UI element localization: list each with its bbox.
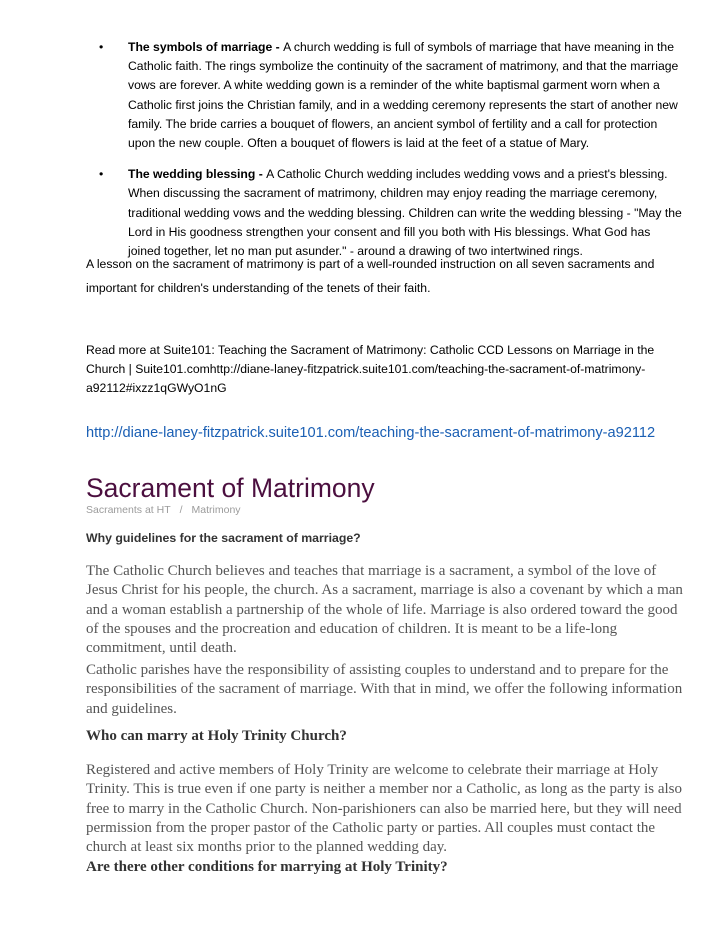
list-item: [86, 38, 686, 153]
breadcrumb: [86, 504, 241, 516]
parish-responsibility-paragraph: Catholic parishes have the responsibility of assisting couples to understand and to prepare for the responsibilities of the sacrament of marriage. With that in mind, we offer the following information and guidelines.: [86, 662, 683, 717]
bullet-title: The wedding blessing -: [128, 167, 267, 182]
source-link[interactable]: http://diane-laney-fitzpatrick.suite101.com/teaching-the-sacrament-of-matrimony-a92112: [86, 425, 656, 441]
bullet-title: The symbols of marriage -: [128, 40, 284, 54]
page-title: Sacrament of Matrimony: [86, 473, 375, 503]
church-teaching-paragraph: The Catholic Church believes and teaches that marriage is a sacrament, a symbol of the love of Jesus Christ for his people, the church. As a sacrament, marriage is also a covenant by which a man and a woman establish a partnership of the whole of life. Marriage is also ordered toward the good of the spouses and the procreation and education of children. It is meant to be a life-long commitment, until death.: [86, 563, 683, 657]
bullet-icon: •: [99, 40, 104, 54]
breadcrumb-separator: /: [179, 504, 183, 516]
lesson-paragraph: A lesson on the sacrament of matrimony is part of a well-rounded instruction on all seven sacraments and important for children's understanding of the tenets of their faith.: [86, 257, 655, 295]
bullet-icon: •: [99, 167, 104, 182]
breadcrumb-item-matrimony[interactable]: Matrimony: [191, 504, 241, 516]
bullet-text: A church wedding is full of symbols of marriage that have meaning in the Catholic faith. The rings symbolize the continuity of the sacrament of matrimony, and that the marriage vows are forever. A white wedding gown is a reminder of the white baptismal garment worn when a Catholic first joins the Christian family, and in a wedding ceremony represents the start of another new family. The bride carries a bouquet of flowers, an ancient symbol of fertility and a call for protection upon the new couple. Often a bouquet of flowers is laid at the feet of a statue of Mary.: [128, 40, 679, 151]
list-item: [86, 165, 686, 261]
breadcrumb-item-sacraments[interactable]: Sacraments at HT: [86, 504, 171, 516]
why-guidelines-heading: Why guidelines for the sacrament of marriage?: [86, 531, 361, 545]
bullet-list: [86, 38, 686, 273]
other-conditions-heading: Are there other conditions for marrying at Holy Trinity?: [86, 859, 448, 875]
bullet-text: A Catholic Church wedding includes wedding vows and a priest's blessing. When discussing the sacrament of matrimony, children may enjoy reading the marriage ceremony, traditional wedding vows and the wedding blessing. Children can write the wedding blessing - "May the Lord in His goodness strengthen your consent and fill you both with His blessings. What God has joined together, let no man put asunder." - around a drawing of two intertwined rings.: [128, 167, 682, 259]
who-can-marry-heading: Who can marry at Holy Trinity Church?: [86, 728, 347, 744]
read-more-attribution: Read more at Suite101: Teaching the Sacrament of Matrimony: Catholic CCD Lessons on Marriage in the Church | Suite101.comhttp://diane-laney-fitzpatrick.suite101.com/teaching-the-sacrament-of-matrimony-a92112#ixzz1qGWyO1nG: [86, 343, 655, 395]
eligibility-paragraph: Registered and active members of Holy Trinity are welcome to celebrate their marriage at Holy Trinity. This is true even if one party is neither a member nor a Catholic, as long as the party is also free to marry in the Catholic Church. Non-parishioners can also be married here, but they will need permission from the proper pastor of the Catholic party or parties. All couples must contact the church at least six months prior to the planned wedding day.: [86, 762, 682, 856]
